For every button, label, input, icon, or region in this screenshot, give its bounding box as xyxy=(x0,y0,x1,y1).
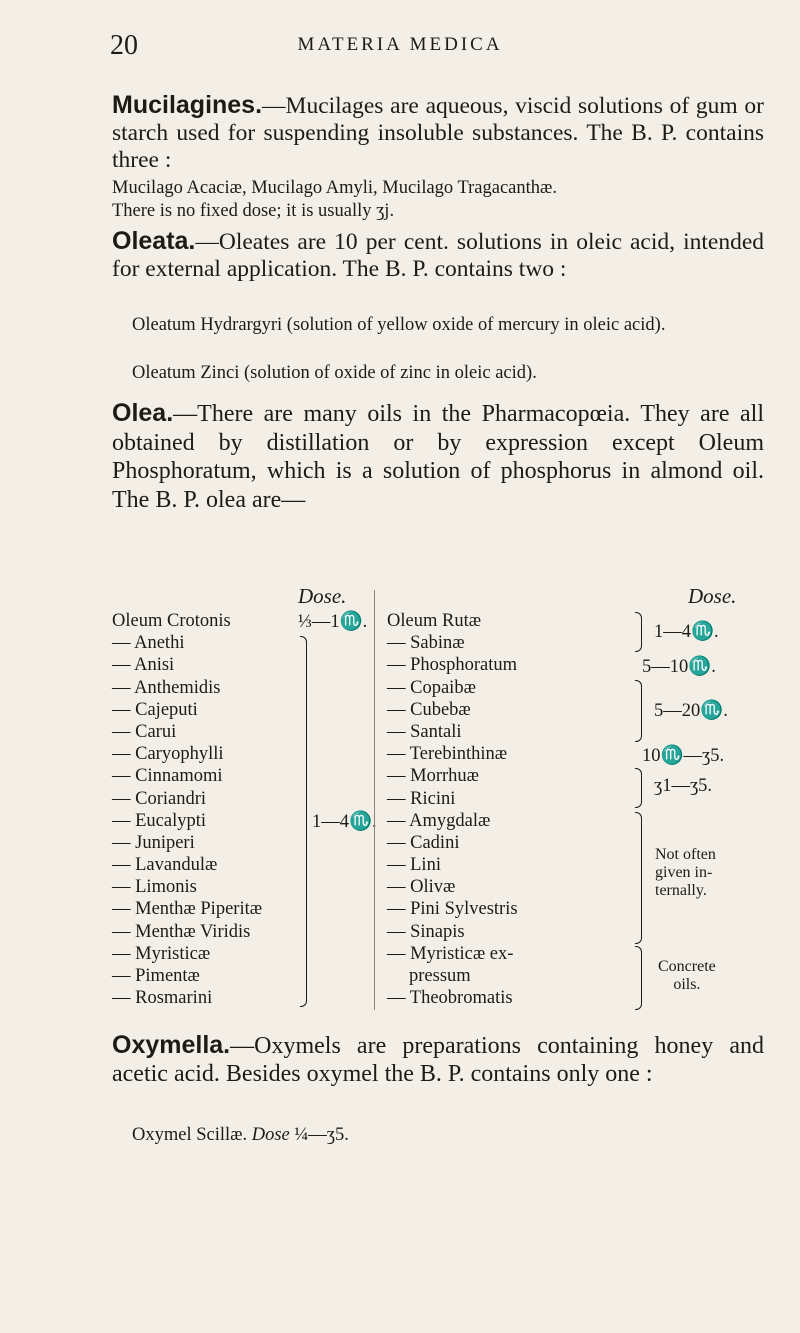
oil-item: — Myristicæ xyxy=(112,943,211,964)
note-line: Not often xyxy=(655,846,716,863)
oil-item: — Copaibæ xyxy=(387,677,476,698)
oil-item: — Theobromatis xyxy=(387,988,513,1009)
oxymel-dose-value: ¼—ʒ5. xyxy=(294,1125,349,1145)
oil-item: — Santali xyxy=(387,721,462,742)
oil-item: — Lavandulæ xyxy=(112,855,218,876)
right-dose-header: Dose. xyxy=(688,584,737,608)
oil-item: — Anethi xyxy=(112,633,185,654)
dose-left-group: 1—4♏. xyxy=(312,812,377,832)
dose-phosphoratum: 5—10♏. xyxy=(642,657,716,677)
oil-item: — Caryophylli xyxy=(112,744,224,765)
mucilagines-list: Mucilago Acaciæ, Mucilago Amyli, Mucilago Tragacanthæ. xyxy=(112,178,557,198)
note-concrete xyxy=(658,958,716,994)
running-title: MATERIA MEDICA xyxy=(297,34,503,55)
oil-item: — Cinnamomi xyxy=(112,766,223,787)
oil-item: — Olivæ xyxy=(387,877,456,898)
olea-heading: Olea. xyxy=(112,399,174,427)
oil-item: — Phosphoratum xyxy=(387,655,518,676)
right-oil-list xyxy=(387,610,607,1009)
olea-text: —There are many oils in the Pharmacopœia. They are all obtained by distillation or by expression except Oleum Phosphoratum, which is a solution of phosphorus in almond oil. The B. P. olea are— xyxy=(112,401,764,513)
mucilagines-dose-note: There is no fixed dose; it is usually ʒj. xyxy=(112,201,395,221)
brace-ruta-sabina xyxy=(635,612,642,652)
oil-item: — Cubebæ xyxy=(387,699,471,720)
oxymel-scillae: Oxymel Scillæ. xyxy=(132,1125,248,1145)
left-group-brace xyxy=(300,636,307,1007)
note-line: oils. xyxy=(673,976,701,993)
oil-item: Oleum Rutæ xyxy=(387,611,482,631)
oil-item: — Anisi xyxy=(112,655,175,676)
note-line: given in- xyxy=(655,864,713,881)
dose-terebinthina: 10♏—ʒ5. xyxy=(642,746,725,766)
mucilagines-text: —Mucilages are aqueous, viscid solutions of gum or starch used for suspending insoluble substances. The B. P. contains three : xyxy=(112,93,764,173)
oxymella-text: —Oxymels are preparations containing honey and acetic acid. Besides oxymel the B. P. contains only one : xyxy=(112,1033,764,1087)
brace-concrete xyxy=(635,946,642,1010)
oleata-item-zinci: Oleatum Zinci (solution of oxide of zinc in oleic acid). xyxy=(132,363,537,383)
oil-item: — Cadini xyxy=(387,832,460,853)
oil-item: — Terebinthinæ xyxy=(387,744,508,765)
note-line: ternally. xyxy=(655,882,707,899)
dose-copaiba-group: 5—20♏. xyxy=(654,701,728,721)
oil-item: — Sinapis xyxy=(387,921,465,942)
olea-paragraph xyxy=(112,399,764,514)
mucilagines-heading: Mucilagines. xyxy=(112,91,263,119)
oil-item: — Menthæ Piperitæ xyxy=(112,899,263,920)
olea-table xyxy=(112,584,772,1009)
page-number: 20 xyxy=(110,30,138,61)
mucilagines-paragraph xyxy=(112,92,764,174)
oil-item: — Morrhuæ xyxy=(387,766,479,787)
oil-item: — Juniperi xyxy=(112,832,195,853)
oxymella-paragraph xyxy=(112,1031,764,1088)
oleata-heading: Oleata. xyxy=(112,227,196,255)
oil-item: — Carui xyxy=(112,721,177,742)
oil-item: — Coriandri xyxy=(112,788,207,809)
brace-morrhua-ricini xyxy=(635,768,642,808)
oil-item: — Eucalypti xyxy=(112,810,207,831)
left-oil-list xyxy=(112,610,342,1009)
oil-item: — Anthemidis xyxy=(112,677,221,698)
oil-item: — Pini Sylvestris xyxy=(387,899,518,920)
oxymella-item xyxy=(112,1124,764,1147)
note-not-often xyxy=(655,846,716,900)
column-divider xyxy=(374,590,375,1010)
brace-not-internal xyxy=(635,812,642,944)
dose-ruta-sabina: 1—4♏. xyxy=(654,622,719,642)
brace-copaiba-group xyxy=(635,680,642,742)
oxymella-heading: Oxymella. xyxy=(112,1031,231,1059)
dose-morrhua-ricini: ʒ1—ʒ5. xyxy=(654,776,713,796)
note-line: Concrete xyxy=(658,958,716,975)
oil-item: — Lini xyxy=(387,855,441,876)
oil-item: — Cajeputi xyxy=(112,699,198,720)
oil-item: — Myristicæ ex- xyxy=(387,943,514,964)
oil-item: — Ricini xyxy=(387,788,456,809)
oil-item: Oleum Crotonis xyxy=(112,611,231,631)
oil-item: — Sabinæ xyxy=(387,633,465,654)
oil-item: — Menthæ Viridis xyxy=(112,921,251,942)
left-dose-header: Dose. xyxy=(298,584,347,608)
dose-crotonis: ⅓—1♏. xyxy=(298,612,368,632)
oil-item: — Rosmarini xyxy=(112,988,213,1009)
oxymel-dose-label: Dose xyxy=(251,1125,290,1145)
oleata-text: —Oleates are 10 per cent. solutions in oleic acid, intended for external application. The B. P. contains two : xyxy=(112,229,764,282)
oil-item: — Pimentæ xyxy=(112,966,200,986)
oleata-paragraph xyxy=(112,228,764,283)
oil-item: pressum xyxy=(409,966,471,986)
oil-item: — Amygdalæ xyxy=(387,810,491,831)
oleata-item-hydrargyri: Oleatum Hydrargyri (solution of yellow oxide of mercury in oleic acid). xyxy=(132,315,666,335)
oil-item: — Limonis xyxy=(112,877,197,898)
